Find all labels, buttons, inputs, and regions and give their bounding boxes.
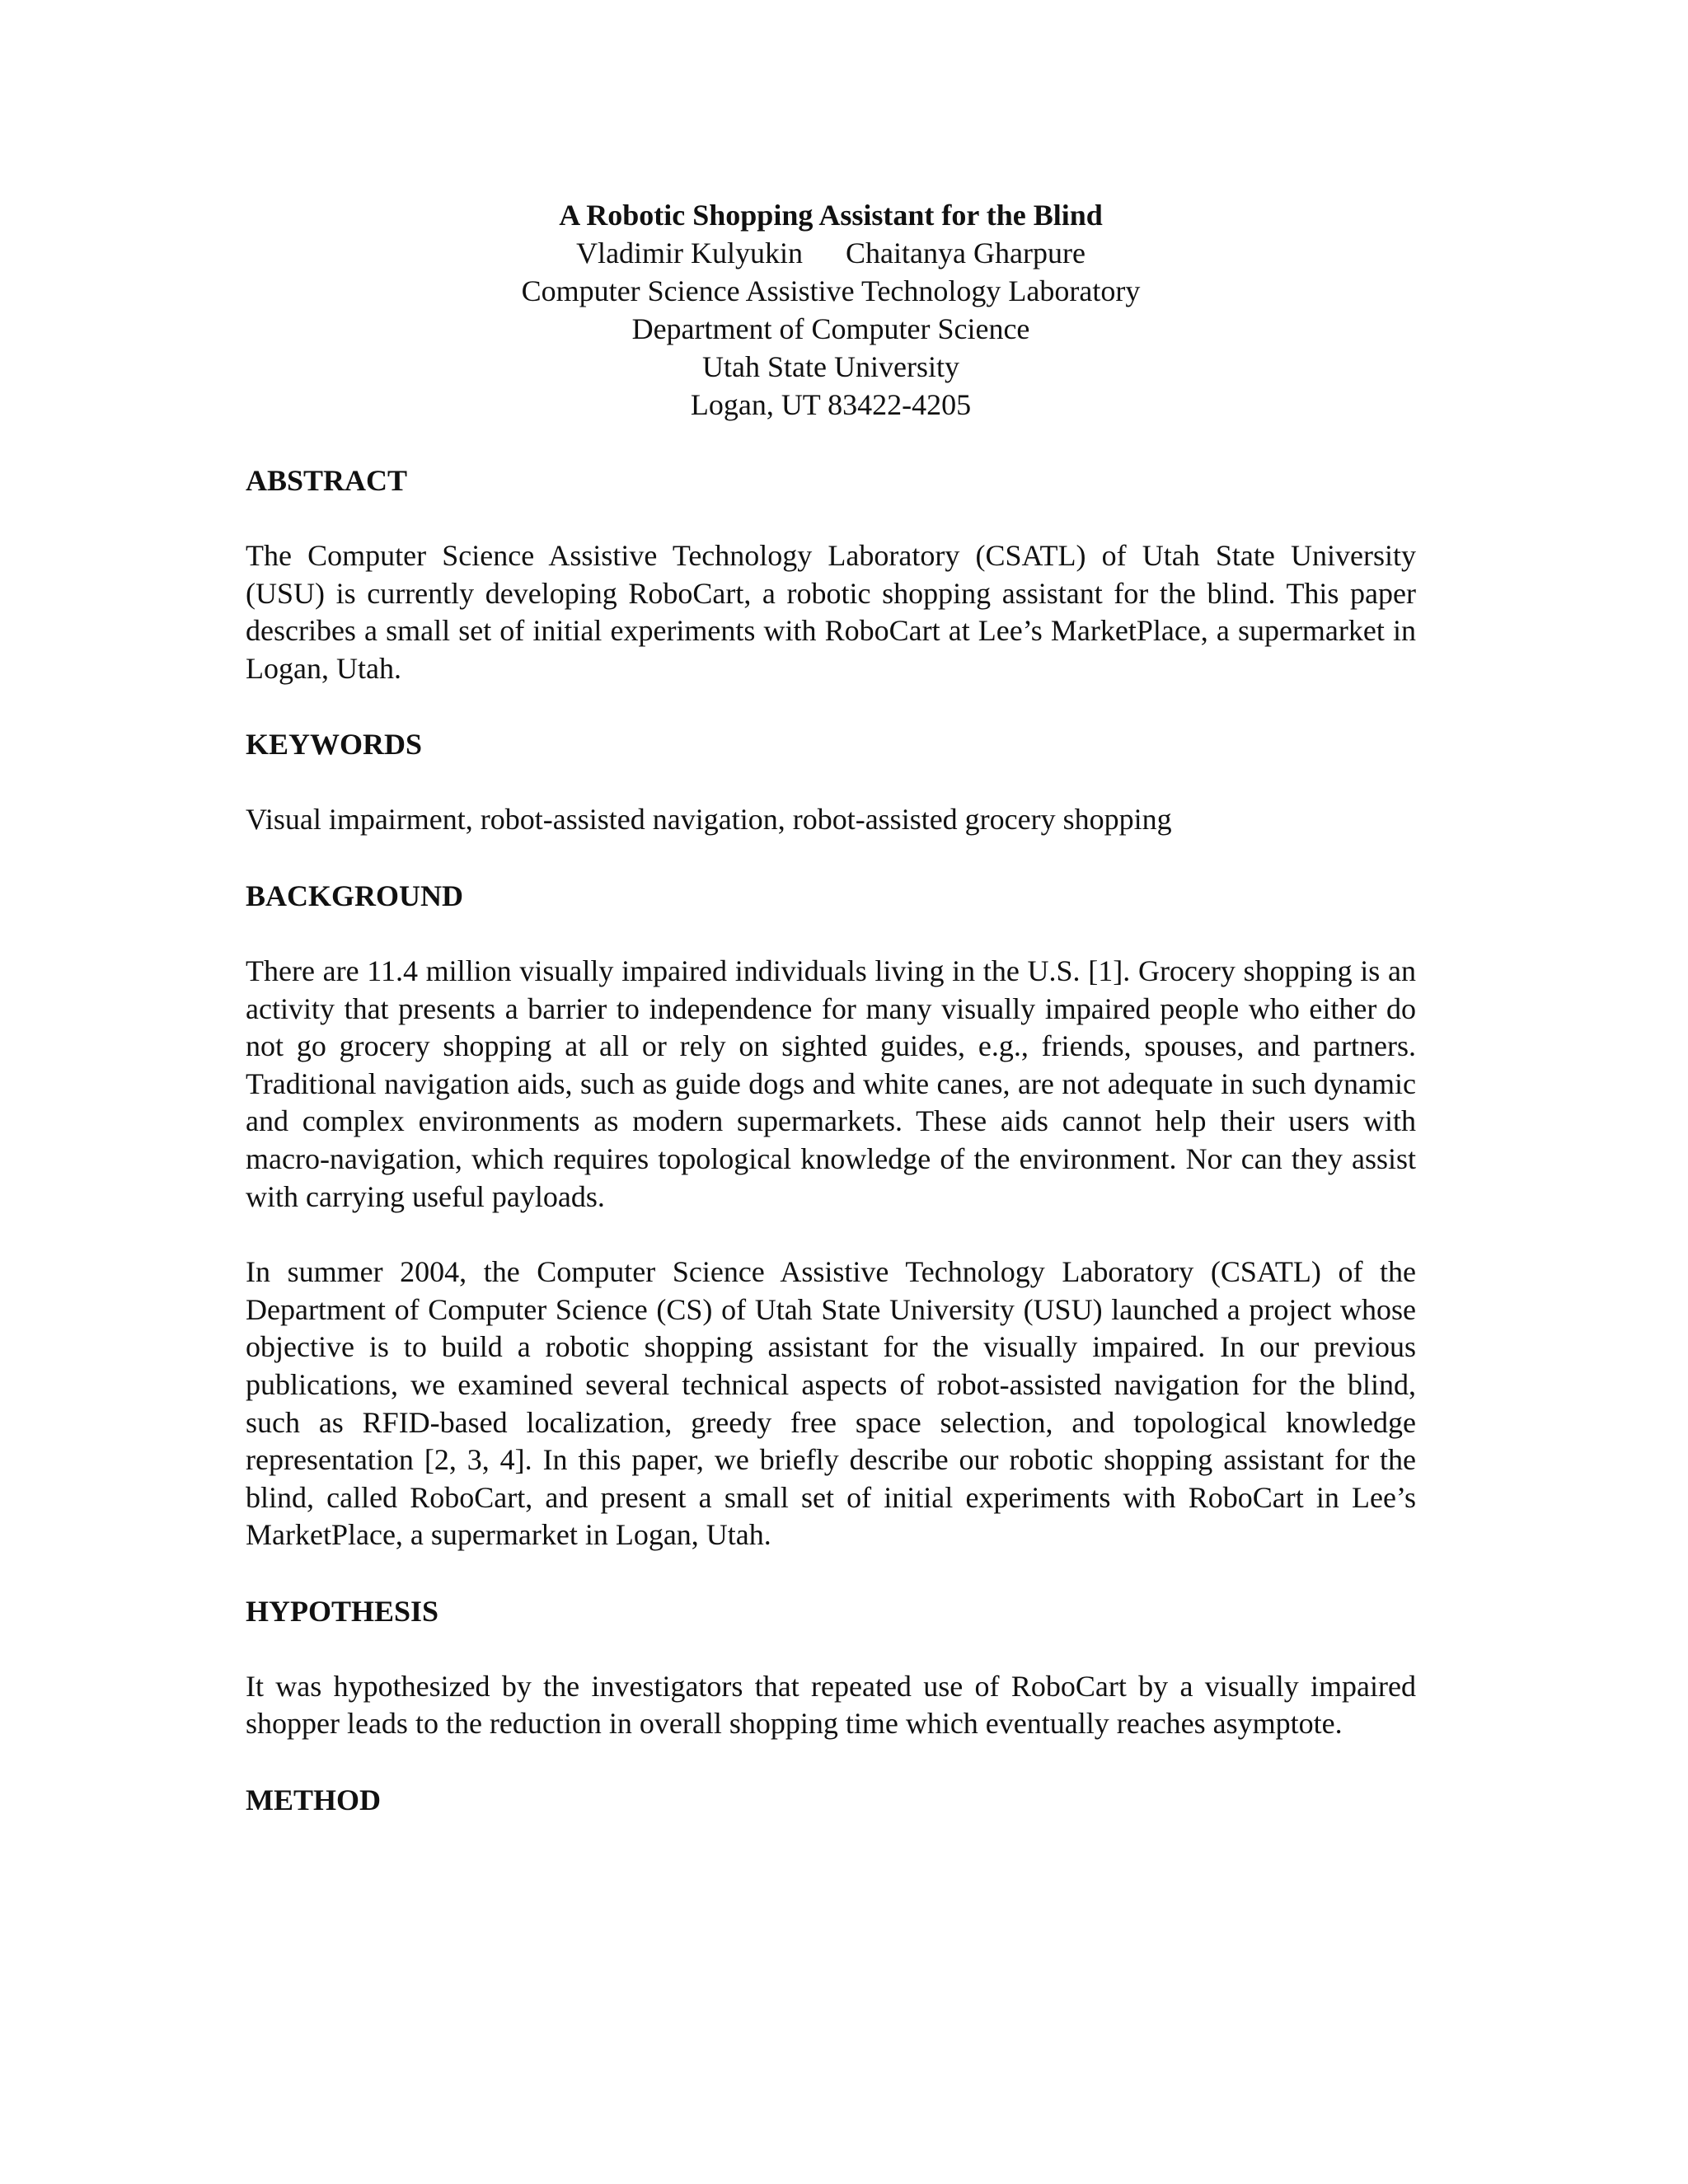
hypothesis-paragraph: It was hypothesized by the investigators that repeated use of RoboCart by a visually impaired shopper leads to the reduction in overall shopping time which eventually reaches asymptote.	[246, 1669, 1416, 1741]
section-background	[246, 877, 1416, 1554]
background-paragraph: There are 11.4 million visually impaired individuals living in the U.S. [1]. Grocery shopping is an activity that presents a barrier to independence for many visually impaired people who either do not go grocery shopping at all or rely on sighted guides, e.g., friends, spouses, and partners. Traditional navigation aids, such as guide dogs and white canes, are not adequate in such dynamic and complex environments as modern supermarkets. These aids cannot help their users with macro-navigation, which requires topological knowledge of the environment. Nor can they assist with carrying useful payloads.	[246, 954, 1416, 1213]
affiliation-lab: Computer Science Assistive Technology Laboratory	[521, 274, 1141, 307]
section-heading: METHOD	[246, 1783, 382, 1817]
author-name: Vladimir Kulyukin	[576, 237, 804, 269]
affiliation-address: Logan, UT 83422-4205	[690, 388, 972, 421]
section-heading: ABSTRACT	[246, 464, 408, 497]
author-name: Chaitanya Gharpure	[846, 237, 1085, 269]
paper-title: A Robotic Shopping Assistant for the Blind	[559, 199, 1103, 232]
abstract-paragraph: The Computer Science Assistive Technology Laboratory (CSATL) of Utah State University (USU) is currently developing RoboCart, a robotic shopping assistant for the blind. This paper describes a small set of initial experiments with RoboCart at Lee’s MarketPlace, a supermarket in Logan, Utah.	[246, 539, 1416, 685]
section-heading: KEYWORDS	[246, 728, 423, 762]
section-heading: HYPOTHESIS	[246, 1594, 439, 1628]
title-block	[246, 196, 1416, 424]
section-heading: BACKGROUND	[246, 879, 464, 912]
section-hypothesis	[246, 1592, 1416, 1743]
background-paragraph: In summer 2004, the Computer Science Assistive Technology Laboratory (CSATL) of the Department of Computer Science (CS) of Utah State University (USU) launched a project whose objective is to build a robotic shopping assistant for the visually impaired. In our previous publications, we examined several technical aspects of robot-assisted navigation for the blind, such as RFID-based localization, greedy free space selection, and topological knowledge representation [2, 3, 4]. In this paper, we briefly describe our robotic shopping assistant for the blind, called RoboCart, and present a small set of initial experiments with RoboCart in Lee’s MarketPlace, a supermarket in Logan, Utah.	[246, 1255, 1416, 1552]
affiliation-department: Department of Computer Science	[631, 312, 1030, 345]
affiliation-university: Utah State University	[702, 350, 959, 383]
paper-page	[246, 196, 1416, 1819]
keywords-paragraph: Visual impairment, robot-assisted navigation, robot-assisted grocery shopping	[246, 803, 1172, 837]
author-line	[246, 234, 1416, 272]
section-abstract	[246, 462, 1416, 687]
section-method	[246, 1781, 1416, 1819]
section-keywords	[246, 725, 1416, 839]
